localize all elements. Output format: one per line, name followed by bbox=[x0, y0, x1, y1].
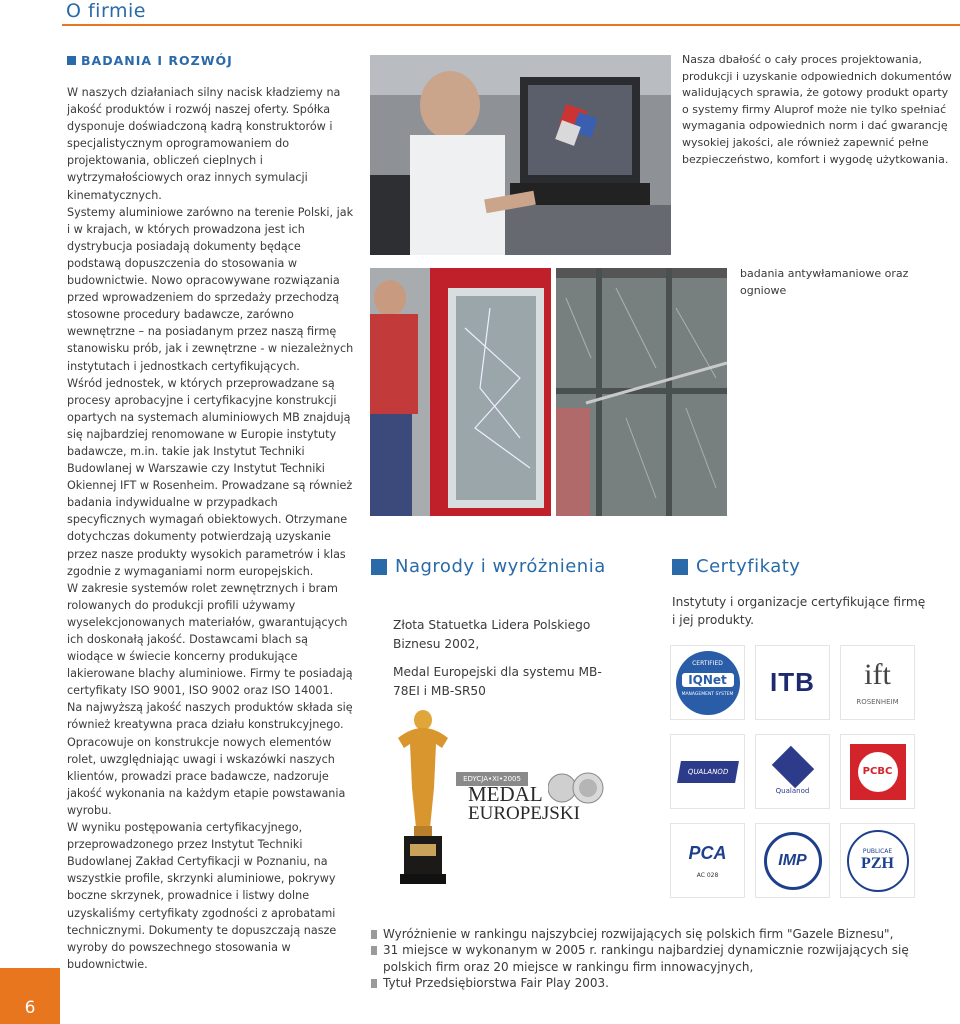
list-item bbox=[371, 942, 931, 975]
qualanod-mark-icon bbox=[771, 745, 813, 787]
pzh-logo bbox=[841, 824, 914, 897]
iqnet-top-text: CERTIFIED bbox=[692, 659, 723, 667]
list-item-text: Wyróżnienie w rankingu najszybciej rozwijających się polskich firm "Gazele Biznesu", bbox=[383, 927, 894, 941]
itb-text: ITB bbox=[770, 667, 815, 697]
square-bullet-icon bbox=[371, 979, 377, 988]
itb-logo bbox=[756, 646, 829, 719]
qualanod-right-text: Qualanod bbox=[775, 786, 810, 795]
page-title: O firmie bbox=[66, 0, 146, 22]
qualanod-left-logo bbox=[671, 735, 744, 808]
paragraph: Na najwyższą jakość naszych produktów składa się również kreatywna praca działu konstrukcyjnego. Opracowuje on konstrukcje nowych elementów rolet, uwzględniając uwagi i wskazówki naszych klientów, prowadzi prace badawcze, nadzoruje jakość wykonania na każdym etapie powstawania wyrobu. bbox=[67, 701, 353, 817]
medal-seals-icon bbox=[548, 768, 604, 808]
list-item bbox=[371, 926, 931, 942]
pca-sub-text: AC 028 bbox=[696, 871, 719, 879]
square-bullet-icon bbox=[672, 559, 688, 575]
section-heading-nagrody bbox=[371, 556, 606, 577]
quality-text: Nasza dbałość o cały proces projektowania, produkcji i uzyskanie odpowiednich dokumentów walidujących sprawia, że gotowy produkt oparty o systemy firmy Aluprof może nie tylko spełniać wymagania odpowiednich norm i dać gwarancję wysokiej jakości, ale również zapewnić pełne bezpieczeństwo, komfort i wygodę użytkowania. bbox=[682, 53, 952, 166]
award-item: Złota Statuetka Lidera Polskiego Biznesu 2002, bbox=[393, 618, 591, 651]
pca-logo bbox=[671, 824, 744, 897]
pcbc-logo bbox=[841, 735, 914, 808]
photo-caption: badania antywłamaniowe oraz ogniowe bbox=[740, 267, 909, 297]
imp-logo bbox=[756, 824, 829, 897]
medal-banner: EDYCJA•XI•2005 bbox=[456, 772, 528, 786]
square-bullet-icon bbox=[67, 56, 76, 65]
imp-text: IMP bbox=[778, 851, 807, 869]
window-test-photo bbox=[370, 268, 551, 516]
iqnet-bottom-text: MANAGEMENT SYSTEM bbox=[681, 691, 734, 697]
paragraph: W naszych działaniach silny nacisk kładziemy na jakość produktów i rozwój naszej oferty. Spółka dysponuje doświadczoną kadrą konstruktorów i specjalistycznym oprogramowaniem do projektowania, obliczeń cieplnych i wytrzymałościowych oraz innych symulacji kinematycznych. bbox=[67, 86, 341, 202]
section-heading-text: BADANIA I ROZWÓJ bbox=[81, 53, 233, 68]
fire-test-photo bbox=[556, 268, 727, 516]
list-item-text: Tytuł Przedsiębiorstwa Fair Play 2003. bbox=[383, 975, 609, 990]
medal-line2: EUROPEJSKI bbox=[468, 803, 580, 824]
square-bullet-icon bbox=[371, 559, 387, 575]
section-heading-certyfikaty bbox=[672, 556, 800, 577]
paragraph: Wśród jednostek, w których przeprowadzane są procesy aprobacyjne i certyfikacyjne konstrukcji opartych na systemach aluminiowych MB znajdują się najbardziej renomowane w Europie instytuty badawcze, m.in. takie jak Instytut Techniki Budowlanej w Warszawie czy Instytut Techniki Okiennej IFT w Rosenheim. Prowadzane są również badania indywidualne w przypadkach specyficznych wymagań obiektowych. Otrzymane dotychczas dokumenty potwierdzają uzyskanie przez nasze produkty wysokich parametrów i klas zgodnie z wymaganiami norm europejskich. bbox=[67, 376, 353, 578]
pzh-text: PZH bbox=[861, 855, 894, 872]
ift-sub-text: ROSENHEIM bbox=[856, 697, 899, 706]
list-item-text: 31 miejsce w wykonanym w 2005 r. rankingu najbardziej dynamicznie rozwijających się polskich firm oraz 20 miejsce w rankingu firm innowacyjnych, bbox=[383, 943, 909, 974]
research-body-text bbox=[67, 84, 357, 973]
pca-text: PCA bbox=[688, 842, 727, 863]
pzh-ring-text: PUBLICAE bbox=[862, 848, 893, 855]
distinctions-list bbox=[371, 926, 931, 991]
section-heading-badania bbox=[67, 53, 233, 68]
statuette-image bbox=[392, 708, 454, 888]
paragraph: W zakresie systemów rolet zewnętrznych i bram rolowanych do produkcji profili używamy wyselekcjonowanych materiałów, gwarantujących ich doskonałą jakość. Dostawcami blach są wiodące w świecie koncerny produkujące lakierowane blachy aluminiowe. Firmy te posiadają certyfikaty ISO 9001, ISO 9002 oraz ISO 14001. bbox=[67, 581, 353, 698]
ift-logo bbox=[841, 646, 914, 719]
ift-text: ift bbox=[864, 657, 891, 691]
iqnet-mid-text: IQNet bbox=[682, 673, 734, 687]
list-item bbox=[371, 975, 931, 991]
paragraph: W wyniku postępowania certyfikacyjnego, przeprowadzonego przez Instytut Techniki Budowlanej Zakład Certyfikacji w Poznaniu, na wszystkie profile, skrzynki aluminiowe, pokrywy boczne skrzynek, prowadnice i listwy dolne uzyskaliśmy certyfikaty zgodności z aprobatami technicznymi. Dokumenty te dopuszczają nasze wyroby do powszechnego stosowania w budownictwie. bbox=[67, 821, 337, 971]
paragraph: Systemy aluminiowe zarówno na terenie Polski, jak i w krajach, w których prowadzona jest ich dystrybucja posiadają dokumenty będące podstawą dopuszczenia do stosowania w budownictwie. Nowo opracowywane rozwiązania przed wprowadzeniem do sprzedaży przechodzą stosowne procedury badawcze, zarówno wewnętrzne – na posiadanym przez naszą firmę stanowisku prób, jak i zewnętrzne - w niezależnych instytutach i jednostkach certyfikujących. bbox=[67, 205, 354, 373]
section-heading-text: Certyfikaty bbox=[696, 556, 801, 577]
header-divider bbox=[62, 24, 960, 26]
square-bullet-icon bbox=[371, 930, 377, 939]
qualanod-left-text: QUALANOD bbox=[677, 761, 739, 783]
medal-europejski-logo bbox=[456, 768, 612, 828]
page-number: 6 bbox=[0, 968, 60, 1024]
certification-intro: Instytuty i organizacje certyfikujące firmę i jej produkty. bbox=[672, 595, 926, 627]
qualanod-right-logo bbox=[756, 735, 829, 808]
iqnet-logo bbox=[671, 646, 744, 719]
medal-line1: MEDAL bbox=[468, 782, 543, 806]
award-item: Medal Europejski dla systemu MB-78EI i MB-SR50 bbox=[393, 665, 602, 698]
square-bullet-icon bbox=[371, 946, 377, 955]
pcbc-text: PCBC bbox=[858, 752, 898, 792]
engineer-photo bbox=[370, 55, 671, 255]
section-heading-text: Nagrody i wyróżnienia bbox=[395, 556, 606, 577]
